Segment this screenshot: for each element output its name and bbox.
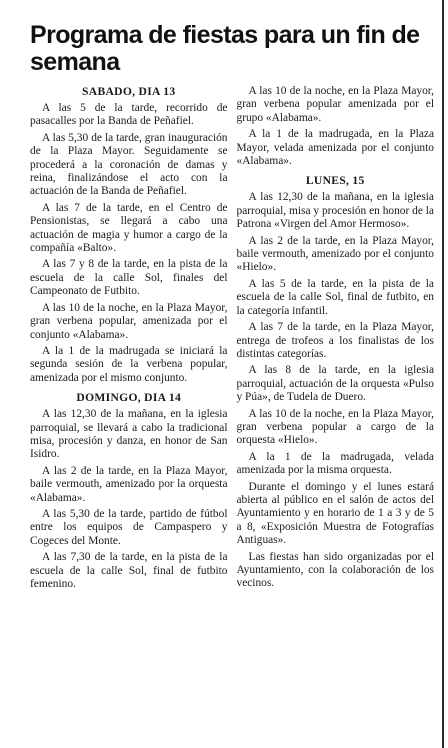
sunday-item: A las 7,30 de la tarde, en la pista de la escuela de la calle Sol, final de futbito femenino. xyxy=(30,551,228,590)
monday-item: A las 8 de la tarde, en la iglesia parroquial, actuación de la orquesta «Pulso y Púa», de Tudela de Duero. xyxy=(236,364,434,404)
saturday-item: A la 1 de la madrugada se iniciará la segunda sesión de la verbena popular, amenizada por el mismo conjunto. xyxy=(30,344,228,384)
saturday-heading: SABADO, DIA 13 xyxy=(82,85,176,98)
sunday-item: A la 1 de la madrugada, en la Plaza Mayor, velada amenizada por el conjunto «Alabama». xyxy=(236,128,434,168)
clipping-edge-rule xyxy=(442,0,444,748)
saturday-item: A las 7 de la tarde, en el Centro de Pensionistas, se llegará a cabo una actuación de magia y humor a cargo de la compañía «Balto». xyxy=(30,201,228,255)
headline: Programa de fiestas para un fin de semana xyxy=(30,21,420,76)
sunday-item: A las 12,30 de la mañana, en la iglesia parroquial, se llevará a cabo la tradicional misa, procesión y danza, en honor de San Isidro. xyxy=(30,408,228,461)
monday-item: A las 2 de la tarde, en la Plaza Mayor, baile vermouth, amenizado por el conjunto «Hielo». xyxy=(236,234,434,274)
monday-item: A las 10 de la noche, en la Plaza Mayor, gran verbena popular a cargo de la orquesta «Hielo». xyxy=(236,407,434,447)
saturday-item: A las 10 de la noche, en la Plaza Mayor, gran verbena popular, amenizada por el conjunto «Alabama». xyxy=(30,301,228,341)
exhibition-note: Durante el domingo y el lunes estará abierta al público en el salón de actos del Ayuntamiento y en horario de 1 a 3 y de 5 a 8, «Exposición Muestra de Fotografías Antiguas». xyxy=(236,480,434,547)
left-column xyxy=(30,85,228,591)
right-column xyxy=(237,85,435,591)
monday-item: A las 12,30 de la mañana, en la iglesia parroquial, misa y procesión en honor de la Patrona «Virgen del Amor Hermoso». xyxy=(236,191,434,231)
sunday-item: A las 10 de la noche, en la Plaza Mayor, gran verbena popular amenizada por el grupo «Alabama». xyxy=(236,85,434,124)
monday-item: A las 7 de la tarde, en la Plaza Mayor, entrega de trofeos a los finalistas de los distintas categorías. xyxy=(236,321,434,360)
saturday-item: A las 5,30 de la tarde, gran inauguración de la Plaza Mayor. Seguidamente se procederá a la coronación de damas y reina, finalizándose el acto con la actuación de la Banda de Peñafiel. xyxy=(30,131,228,198)
sunday-item: A las 2 de la tarde, en la Plaza Mayor, baile vermouth, amenizado por la orquesta «Alabama». xyxy=(30,464,228,504)
organizers-note: Las fiestas han sido organizadas por el Ayuntamiento, con la colaboración de los vecinos. xyxy=(236,550,434,590)
monday-item: A la 1 de la madrugada, velada amenizada por la misma orquesta. xyxy=(236,450,434,477)
saturday-item: A las 7 y 8 de la tarde, en la pista de la escuela de la calle Sol, finales del Campeonato de Futbito. xyxy=(30,258,228,298)
saturday-item: A las 5 de la tarde, recorrido de pasacalles por la Banda de Peñafiel. xyxy=(30,102,228,128)
monday-item: A las 5 de la tarde, en la pista de la escuela de la calle Sol, final de futbito, en la categoría infantil. xyxy=(236,277,434,317)
sunday-item: A las 5,30 de la tarde, partido de fútbol entre los equipos de Campaspero y Cogeces del Monte. xyxy=(30,507,228,547)
article-columns xyxy=(30,85,434,591)
monday-heading: LUNES, 15 xyxy=(305,174,365,188)
sunday-heading: DOMINGO, DIA 14 xyxy=(76,391,182,405)
